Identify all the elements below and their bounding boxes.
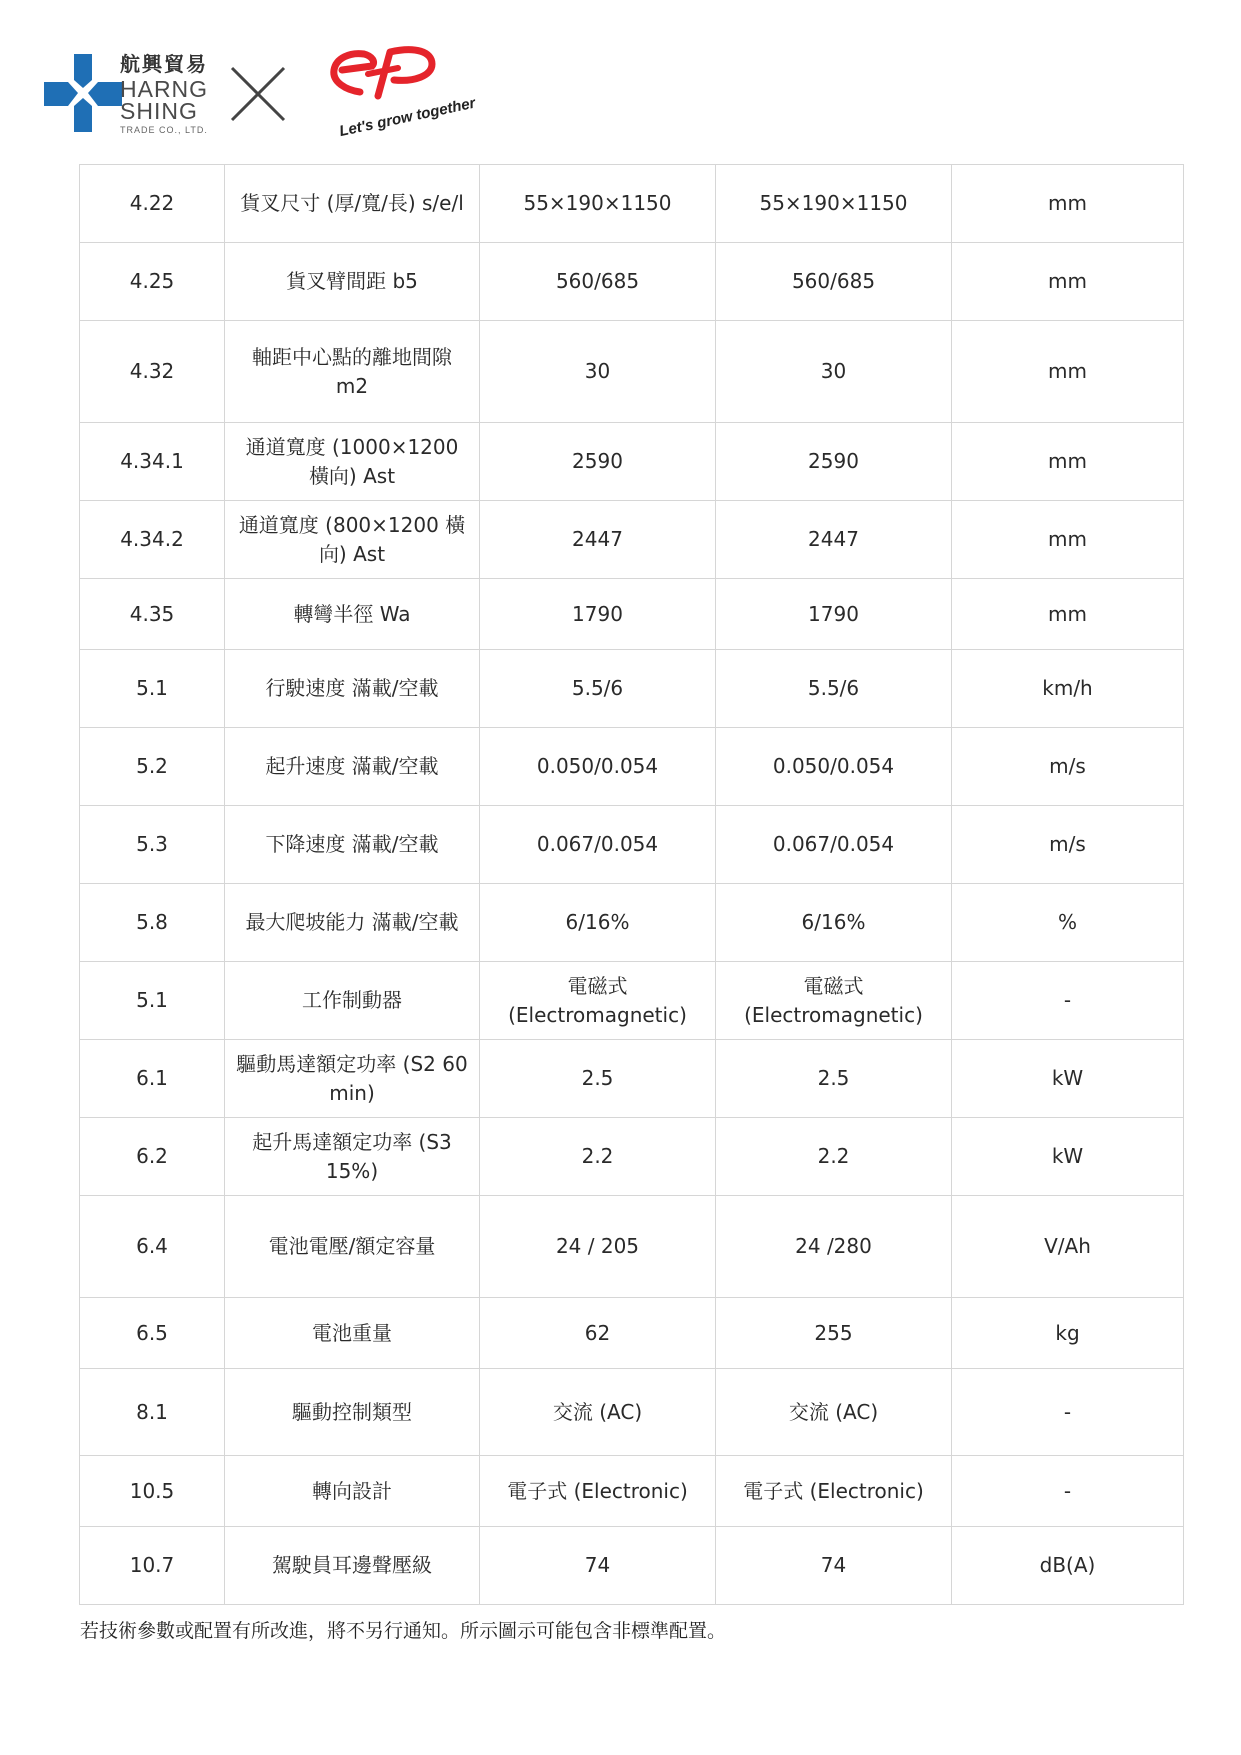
spec-value-a-cell: 2590 <box>480 423 716 501</box>
spec-item-cell: 軸距中心點的離地間隙 m2 <box>225 321 480 423</box>
harng-shing-wordmark <box>120 54 208 135</box>
spec-item-cell: 電池重量 <box>225 1298 480 1369</box>
spec-unit-cell: - <box>952 1456 1184 1527</box>
spec-value-b-cell: 電磁式 (Electromagnetic) <box>716 962 952 1040</box>
spec-code-cell: 6.1 <box>80 1040 225 1118</box>
collaboration-cross-icon <box>226 62 290 126</box>
spec-item-cell: 通道寬度 (1000×1200 橫向) Ast <box>225 423 480 501</box>
spec-unit-cell: kg <box>952 1298 1184 1369</box>
spec-value-b-cell: 1790 <box>716 579 952 650</box>
spec-value-b-cell: 2447 <box>716 501 952 579</box>
spec-code-cell: 4.34.1 <box>80 423 225 501</box>
brand-name-line-1: HARNG <box>120 76 209 102</box>
spec-value-a-cell: 74 <box>480 1527 716 1605</box>
spec-item-cell: 起升速度 滿載/空載 <box>225 728 480 806</box>
spec-value-a-cell: 交流 (AC) <box>480 1369 716 1456</box>
spec-value-b-cell: 6/16% <box>716 884 952 962</box>
spec-code-cell: 4.34.2 <box>80 501 225 579</box>
spec-value-a-cell: 24 / 205 <box>480 1196 716 1298</box>
spec-item-cell: 下降速度 滿載/空載 <box>225 806 480 884</box>
spec-value-b-cell: 255 <box>716 1298 952 1369</box>
spec-item-cell: 最大爬坡能力 滿載/空載 <box>225 884 480 962</box>
spec-item-cell: 起升馬達額定功率 (S3 15%) <box>225 1118 480 1196</box>
spec-item-cell: 貨叉尺寸 (厚/寬/長) s/e/l <box>225 165 480 243</box>
brand-name-chinese: 航興貿易 <box>120 52 208 76</box>
spec-value-b-cell: 560/685 <box>716 243 952 321</box>
table-row <box>80 1040 1184 1118</box>
table-row <box>80 321 1184 423</box>
spec-unit-cell: % <box>952 884 1184 962</box>
spec-value-b-cell: 30 <box>716 321 952 423</box>
spec-value-b-cell: 2590 <box>716 423 952 501</box>
brand-name-line-2: SHING <box>120 98 198 124</box>
table-row <box>80 806 1184 884</box>
table-row <box>80 728 1184 806</box>
spec-unit-cell: V/Ah <box>952 1196 1184 1298</box>
spec-value-a-cell: 55×190×1150 <box>480 165 716 243</box>
spec-value-a-cell: 2.2 <box>480 1118 716 1196</box>
spec-value-b-cell: 電子式 (Electronic) <box>716 1456 952 1527</box>
table-row <box>80 1298 1184 1369</box>
table-row <box>80 165 1184 243</box>
table-row <box>80 1527 1184 1605</box>
spec-code-cell: 4.32 <box>80 321 225 423</box>
spec-code-cell: 5.2 <box>80 728 225 806</box>
spec-value-a-cell: 5.5/6 <box>480 650 716 728</box>
spec-value-a-cell: 電子式 (Electronic) <box>480 1456 716 1527</box>
ep-logo-icon <box>298 44 477 141</box>
spec-code-cell: 8.1 <box>80 1369 225 1456</box>
spec-code-cell: 5.8 <box>80 884 225 962</box>
spec-unit-cell: km/h <box>952 650 1184 728</box>
spec-code-cell: 6.4 <box>80 1196 225 1298</box>
spec-value-a-cell: 電磁式 (Electromagnetic) <box>480 962 716 1040</box>
harng-shing-logo-icon <box>44 54 122 132</box>
spec-table <box>79 164 1184 1605</box>
spec-code-cell: 6.5 <box>80 1298 225 1369</box>
spec-code-cell: 6.2 <box>80 1118 225 1196</box>
spec-value-b-cell: 55×190×1150 <box>716 165 952 243</box>
spec-unit-cell: mm <box>952 423 1184 501</box>
page-header <box>40 40 477 141</box>
spec-value-a-cell: 560/685 <box>480 243 716 321</box>
table-row <box>80 1118 1184 1196</box>
spec-item-cell: 貨叉臂間距 b5 <box>225 243 480 321</box>
table-row <box>80 884 1184 962</box>
spec-code-cell: 10.7 <box>80 1527 225 1605</box>
spec-unit-cell: dB(A) <box>952 1527 1184 1605</box>
spec-item-cell: 通道寬度 (800×1200 橫向) Ast <box>225 501 480 579</box>
spec-value-a-cell: 1790 <box>480 579 716 650</box>
table-row <box>80 962 1184 1040</box>
spec-code-cell: 5.1 <box>80 962 225 1040</box>
spec-value-a-cell: 2447 <box>480 501 716 579</box>
spec-value-b-cell: 0.067/0.054 <box>716 806 952 884</box>
spec-item-cell: 行駛速度 滿載/空載 <box>225 650 480 728</box>
spec-unit-cell: mm <box>952 501 1184 579</box>
spec-item-cell: 轉彎半徑 Wa <box>225 579 480 650</box>
spec-value-b-cell: 74 <box>716 1527 952 1605</box>
spec-item-cell: 駕駛員耳邊聲壓級 <box>225 1527 480 1605</box>
spec-item-cell: 工作制動器 <box>225 962 480 1040</box>
spec-value-b-cell: 24 /280 <box>716 1196 952 1298</box>
spec-unit-cell: - <box>952 962 1184 1040</box>
spec-value-a-cell: 0.050/0.054 <box>480 728 716 806</box>
spec-item-cell: 驅動馬達額定功率 (S2 60 min) <box>225 1040 480 1118</box>
table-row <box>80 243 1184 321</box>
ep-slogan: Let's grow together <box>337 94 477 141</box>
spec-code-cell: 10.5 <box>80 1456 225 1527</box>
spec-unit-cell: m/s <box>952 728 1184 806</box>
spec-value-b-cell: 交流 (AC) <box>716 1369 952 1456</box>
table-row <box>80 1196 1184 1298</box>
spec-value-a-cell: 2.5 <box>480 1040 716 1118</box>
spec-table-body <box>80 165 1184 1605</box>
brand-subtitle: TRADE CO., LTD. <box>120 125 208 135</box>
spec-unit-cell: mm <box>952 165 1184 243</box>
table-row <box>80 1456 1184 1527</box>
spec-value-a-cell: 62 <box>480 1298 716 1369</box>
spec-code-cell: 4.35 <box>80 579 225 650</box>
spec-unit-cell: mm <box>952 579 1184 650</box>
spec-value-b-cell: 2.5 <box>716 1040 952 1118</box>
spec-unit-cell: kW <box>952 1040 1184 1118</box>
spec-code-cell: 5.3 <box>80 806 225 884</box>
spec-unit-cell: - <box>952 1369 1184 1456</box>
table-row <box>80 501 1184 579</box>
spec-code-cell: 4.22 <box>80 165 225 243</box>
spec-unit-cell: mm <box>952 321 1184 423</box>
spec-value-a-cell: 6/16% <box>480 884 716 962</box>
spec-value-a-cell: 0.067/0.054 <box>480 806 716 884</box>
spec-item-cell: 驅動控制類型 <box>225 1369 480 1456</box>
spec-item-cell: 轉向設計 <box>225 1456 480 1527</box>
table-row <box>80 579 1184 650</box>
table-row <box>80 1369 1184 1456</box>
spec-value-b-cell: 5.5/6 <box>716 650 952 728</box>
spec-code-cell: 4.25 <box>80 243 225 321</box>
table-row <box>80 650 1184 728</box>
spec-code-cell: 5.1 <box>80 650 225 728</box>
spec-item-cell: 電池電壓/額定容量 <box>225 1196 480 1298</box>
spec-unit-cell: kW <box>952 1118 1184 1196</box>
spec-unit-cell: mm <box>952 243 1184 321</box>
spec-value-b-cell: 0.050/0.054 <box>716 728 952 806</box>
spec-value-a-cell: 30 <box>480 321 716 423</box>
table-row <box>80 423 1184 501</box>
spec-value-b-cell: 2.2 <box>716 1118 952 1196</box>
spec-unit-cell: m/s <box>952 806 1184 884</box>
footnote: 若技術參數或配置有所改進，將不另行通知。所示圖示可能包含非標準配置。 <box>80 1620 727 1642</box>
